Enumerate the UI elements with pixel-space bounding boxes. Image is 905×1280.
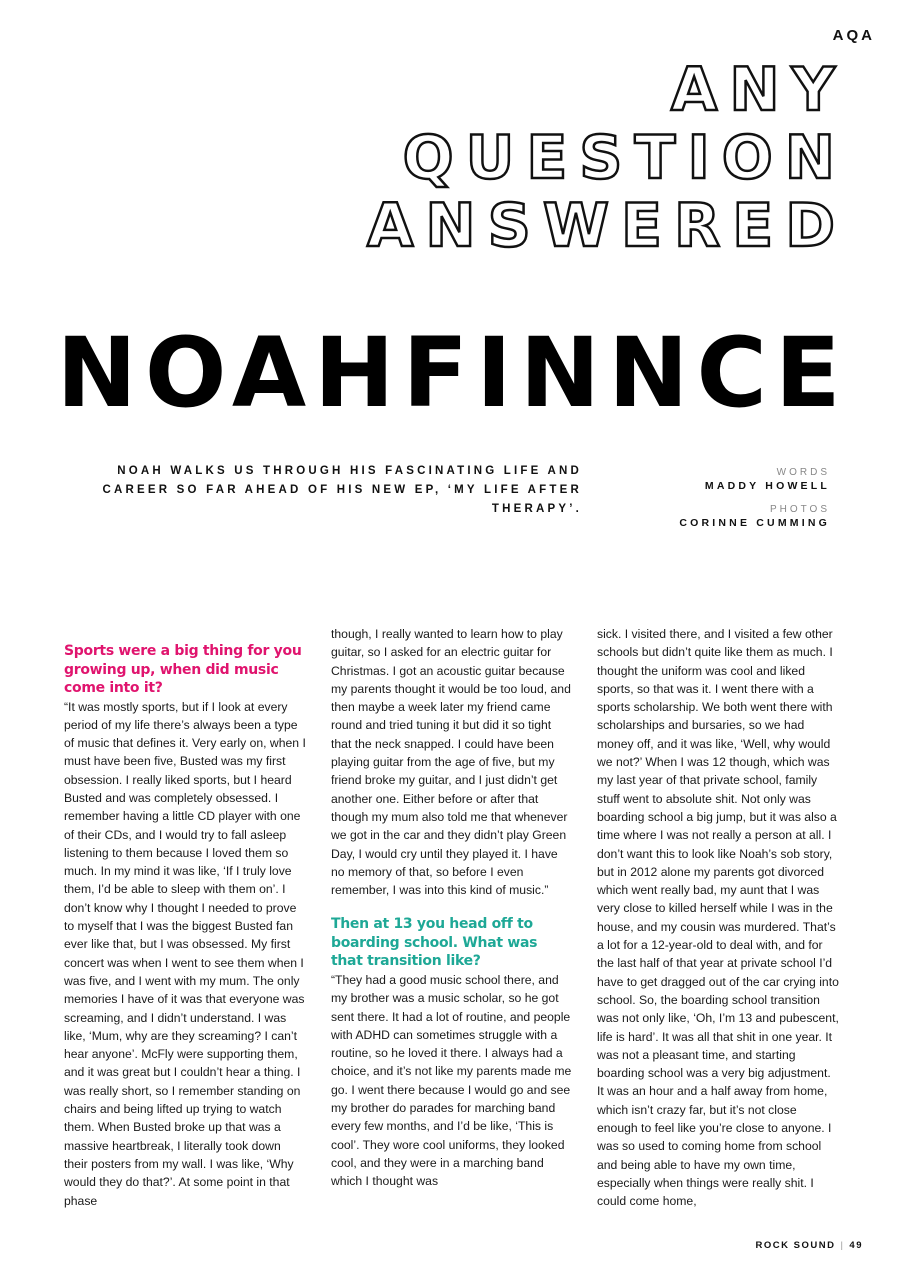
article-column-3 [597,625,839,1211]
subject-name: NOAHFINNCE [56,317,849,429]
footer-separator: | [840,1240,845,1251]
answer-2-part-1: “They had a good music school there, and my brother was a music scholar, so he got sent there. It had a lot of routine, and people with ADHD can sometimes struggle with a routine, so he loved it there. I always had a choice, and it’s not like my parents made me go. I went there because I would go and see my brother do parades for marching band every few months, and I’d be like, ‘This is cool’. They wore cool uniforms, they looked cool, and they were in a marching band which I thought was [331,972,572,1189]
credits [570,466,830,530]
photos-credit: CORINNE CUMMING [679,517,830,529]
standfirst: NOAH WALKS US THROUGH HIS FASCINATING LIFE AND CAREER SO FAR AHEAD OF HIS NEW EP, ‘MY LIFE AFTER THERAPY’. [102,465,582,515]
article-column-1 [64,642,306,1210]
words-credit: MADDY HOWELL [704,480,830,492]
section-tag: AQA [832,27,875,44]
words-label: WORDS [776,467,830,478]
photos-label: PHOTOS [769,504,830,515]
answer-2-part-2: sick. I visited there, and I visited a few other schools but didn’t quite like them as much. I thought the uniform was cool and liked sports, so that was it. I went there with a sports scholarship. We both went there with scholarships and bursaries, so we had money off, and it was like, ‘Well, why would we not?’ When I was 12 though, which was my last year of that private school, family stuff went to absolute shit. Not only was boarding school a big jump, but it was also a time where I was not really a person at all. I don’t want this to look like Noah’s sob story, but in 2012 alone my parents got divorced which went really bad, my aunt that I was very close to killed herself while I was in the house, and my cousin was murdered. That’s a lot for a 12-year-old to deal with, and for the last half of that year at private school I’d have to get dragged out of the car crying into school. So, the boarding school transition was not only like, ‘Oh, I’m 13 and pubescent, life is hard’. It was all that shit in one year. It was not a pleasant time, and starting boarding school was a very big adjustment. It was an hour and a half away from home, which isn’t crazy far, but it’s not close enough to feel like you’re close to anyone. I was so used to coming home from school and being able to have my own time, especially when things were really shit. I could come home, [597,627,839,1209]
article-column-2 [331,625,573,1191]
magazine-name: ROCK SOUND [755,1240,836,1251]
answer-1-part-1: “It was mostly sports, but if I look at every period of my life there’s always been a type of music that defines it. Very early on, when I must have been five, Busted was my first obsession. I really liked sports, but I heard Busted and was completely obsessed. I remember having a little CD player with one of their CDs, and I would try to fall asleep listening to them because I loved them so much. In my mind it was like, ‘If I truly love them, I’d be able to sleep with them on’. I don’t know why I thought I needed to prove to myself that I was the biggest Busted fan ever like that, but I was obsessed. My first concert was when I went to see them when I was five, and I went with my mum. The only memories I have of it was that everyone was screaming, and I didn’t understand. I was like, ‘Mum, why are they screaming? I can’t hear anyone’. McFly were supporting them, and it was great but I couldn’t hear a thing. I was really short, so I remember standing on chairs and being lifted up trying to watch them. When Busted broke up that was a massive heartbreak, I literally took down their posters from my wall. I was like, ‘Why would they do that?’. At some point in that phase [64,699,306,1208]
title-line-1: ANY [670,55,847,125]
question-2: Then at 13 you head off to boarding school. What was that transition like? [331,916,538,970]
page-footer [756,1240,863,1251]
title-line-3: ANSWERED [366,191,847,261]
outline-title [147,56,847,260]
question-1: Sports were a big thing for you growing up, when did music come into it? [64,643,302,696]
title-line-2: QUESTION [402,123,847,193]
page-number: 49 [849,1240,863,1251]
answer-1-part-2: though, I really wanted to learn how to play guitar, so I asked for an electric guitar for Christmas. I got an acoustic guitar because my parents thought it would be too loud, and then maybe a week later my friend came round and tried tuning it but did it so tight that the neck snapped. I could have been playing guitar from the age of five, but my friend broke my guitar, and I just didn’t get another one. Either before or after that though my mum also told me that whenever we got in the car and they didn’t play Green Day, I would cry until they played it. I have no memory of that, so before I even remember, I was into this kind of music.” [331,627,571,898]
